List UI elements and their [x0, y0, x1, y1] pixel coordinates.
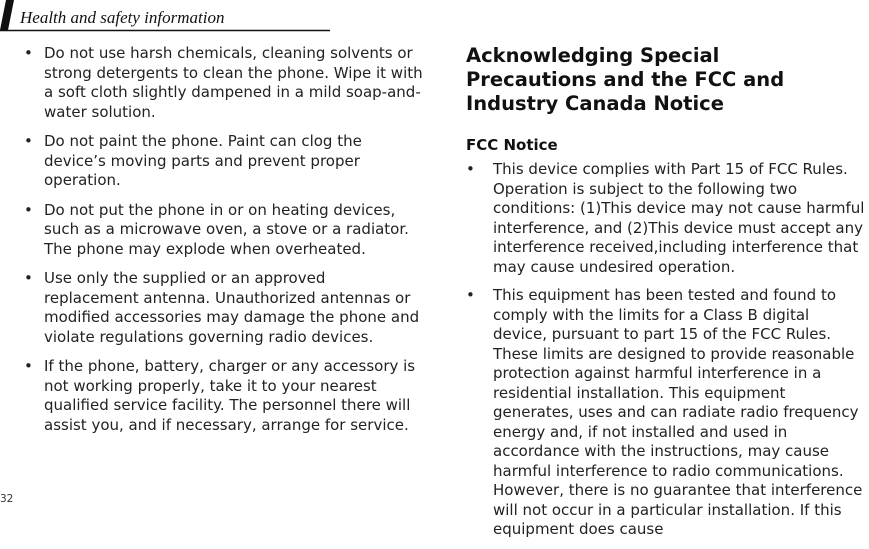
bullet-icon: • [24, 200, 33, 219]
list-item-text: Do not use harsh chemicals, cleaning solvents or strong detergents to clean the phone. Wipe it with a soft cloth slightly dampened in a mild soap-and-water solution. [44, 44, 423, 121]
left-column [24, 44, 424, 445]
list-item [24, 357, 424, 435]
page-number: 32 [0, 493, 14, 505]
list-item [24, 269, 424, 347]
list-item-text: Do not put the phone in or on heating devices, such as a microwave oven, a stove or a radiator. The phone may explode when overheated. [44, 200, 409, 258]
list-item [466, 160, 866, 277]
list-item-text: If the phone, battery, charger or any accessory is not working properly, take it to your nearest qualified service facility. The personnel there will assist you, and if necessary, arrange for service. [44, 357, 416, 434]
list-item [466, 286, 866, 540]
list-item [24, 201, 424, 260]
bullet-icon: • [24, 269, 33, 287]
list-item-text: This equipment has been tested and found to comply with the limits for a Class B digital device, pursuant to part 15 of the FCC Rules. These limits are designed to provide reasonable protection against harmful interference in a residential installation. This equipment generates, uses and can radiate radio frequency energy and, if not installed and used in accordance with the instructions, may cause harmful interference to radio communications. However, there is no guarantee that interference will not occur in a particular installation. If this equipment does cause [493, 286, 863, 538]
bullet-icon: • [24, 357, 33, 375]
right-column [466, 44, 866, 549]
bullet-icon: • [24, 132, 33, 150]
page-header [0, 0, 330, 32]
list-item-text: Do not paint the phone. Paint can clog the device’s moving parts and prevent proper operation. [44, 132, 362, 189]
fcc-notice-heading: FCC Notice [466, 136, 558, 154]
header-title: Health and safety information [20, 8, 225, 27]
list-item-text: Use only the supplied or an approved replacement antenna. Unauthorized antennas or modified accessories may damage the phone and violate regulations governing radio devices. [44, 269, 420, 346]
list-item [24, 132, 424, 191]
bullet-icon: • [466, 286, 475, 304]
list-item-text: This device complies with Part 15 of FCC Rules. Operation is subject to the following two conditions: (1)This device may not cause harmful interference, and (2)This device must accept any interference received,including interference that may cause undesired operation. [493, 160, 865, 276]
left-bullet-list [24, 44, 424, 435]
section-title: Acknowledging Special Precautions and the FCC and Industry Canada Notice [466, 44, 785, 115]
bullet-icon: • [466, 160, 475, 178]
list-item [24, 44, 424, 122]
bullet-icon: • [24, 44, 33, 62]
right-bullet-list [466, 160, 866, 540]
